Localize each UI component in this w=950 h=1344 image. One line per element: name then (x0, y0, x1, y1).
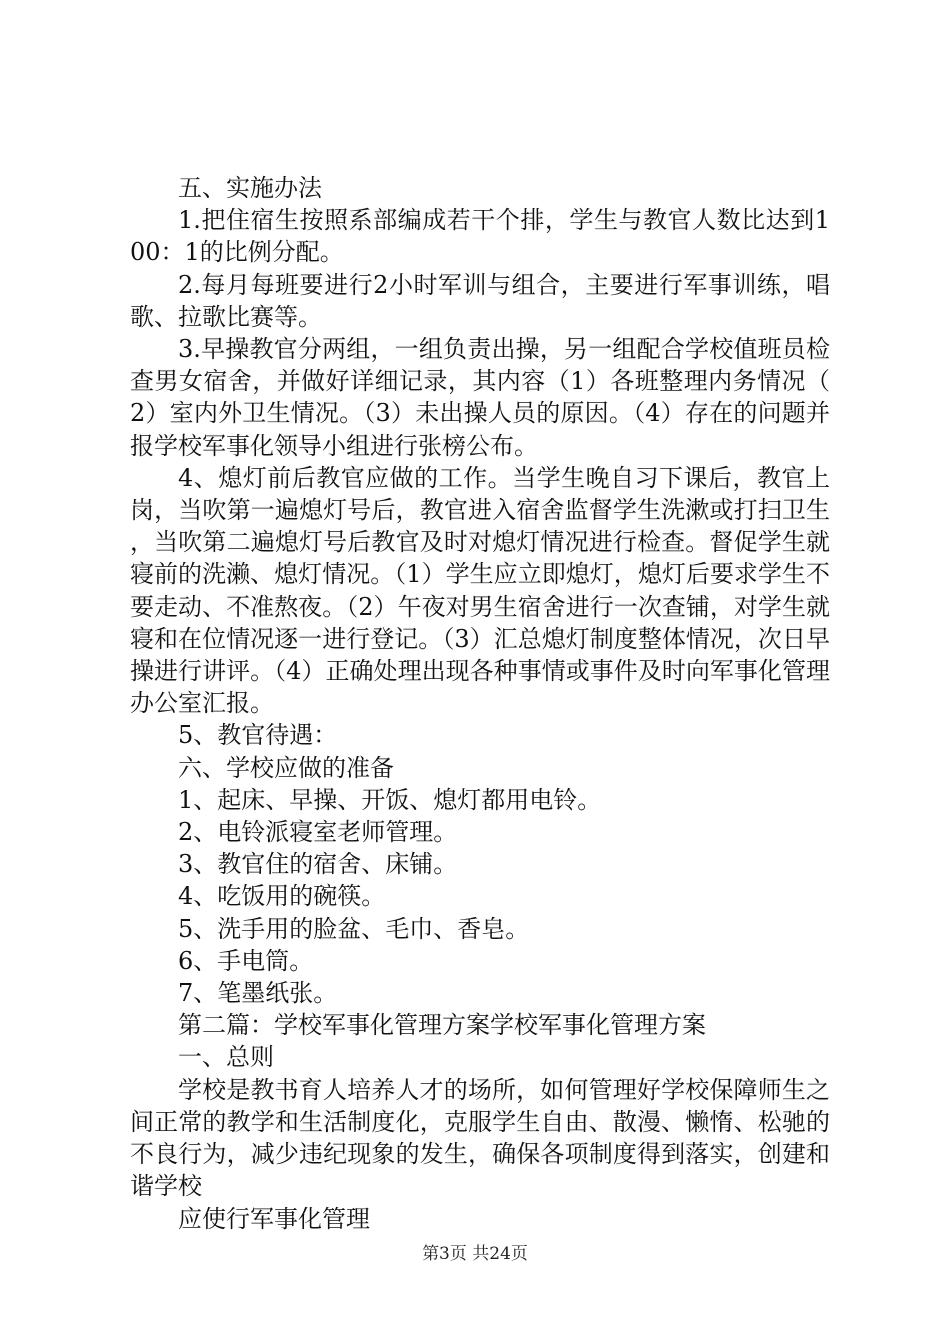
list-item-dormitory: 3、教官住的宿舍、床铺。 (178, 850, 458, 879)
list-item-stationery: 7、笔墨纸张。 (178, 979, 338, 1008)
list-item-bell-manager: 2、电铃派寝室老师管理。 (178, 818, 458, 847)
list-item-tableware: 4、吃饭用的碗筷。 (178, 882, 386, 911)
section-heading-preparation: 六、学校应做的准备 (178, 753, 394, 782)
paragraph-general-intro: 学校是教书育人培养人才的场所，如何管理好学校保障师生之间正常的教学和生活制度化，克服学生自由、散漫、懒惰、松驰的不良行为，减少违纪现象的发生，确保各项制度得到落实，创建和谐学校 (130, 1075, 830, 1201)
paragraph-closing: 应使行军事化管理 (178, 1204, 370, 1233)
list-item-flashlight: 6、手电筒。 (178, 946, 314, 975)
document-body (130, 172, 830, 1235)
page-number-footer: 第3页 共24页 (422, 1244, 528, 1264)
paragraph-item-2: 2.每月每班要进行2小时军训与组合，主要进行军事训练，唱歌、拉歌比赛等。 (130, 270, 830, 331)
paragraph-item-5: 5、教官待遇： (178, 721, 338, 750)
paragraph-item-1: 1.把住宿生按照系部编成若干个排，学生与教官人数比达到100：1的比例分配。 (130, 206, 830, 267)
section-heading-implementation: 五、实施办法 (178, 174, 322, 202)
section-heading-general: 一、总则 (178, 1043, 274, 1072)
list-item-bell: 1、起床、早操、开饭、熄灯都用电铃。 (178, 785, 602, 814)
paragraph-item-3: 3.早操教官分两组，一组负责出操，另一组配合学校值班员检查男女宿舍，并做好详细记录，其内容（1）各班整理内务情况（2）室内外卫生情况。（3）未出操人员的原因。（4）存在的问题并报学校军事化领导小组进行张榜公布。 (130, 335, 830, 460)
list-item-washing: 5、洗手用的脸盆、毛巾、香皂。 (178, 914, 530, 943)
paragraph-item-4: 4、熄灯前后教官应做的工作。当学生晚自习下课后，教官上岗，当吹第一遍熄灯号后，教官进入宿舍监督学生洗漱或打扫卫生，当吹第二遍熄灯号后教官及时对熄灯情况进行检查。督促学生就寝前的洗濑、熄灯情况。（1）学生应立即熄灯，熄灯后要求学生不要走动、不准熬夜。（2）午夜对男生宿舍进行一次查铺，对学生就寝和在位情况逐一进行登记。（3）汇总熄灯制度整体情况，次日早操进行讲评。（4）正确处理出现各种事情或事件及时向军事化管理办公室汇报。 (130, 463, 830, 718)
chapter-title-second: 第二篇：学校军事化管理方案学校军事化管理方案 (178, 1011, 706, 1040)
